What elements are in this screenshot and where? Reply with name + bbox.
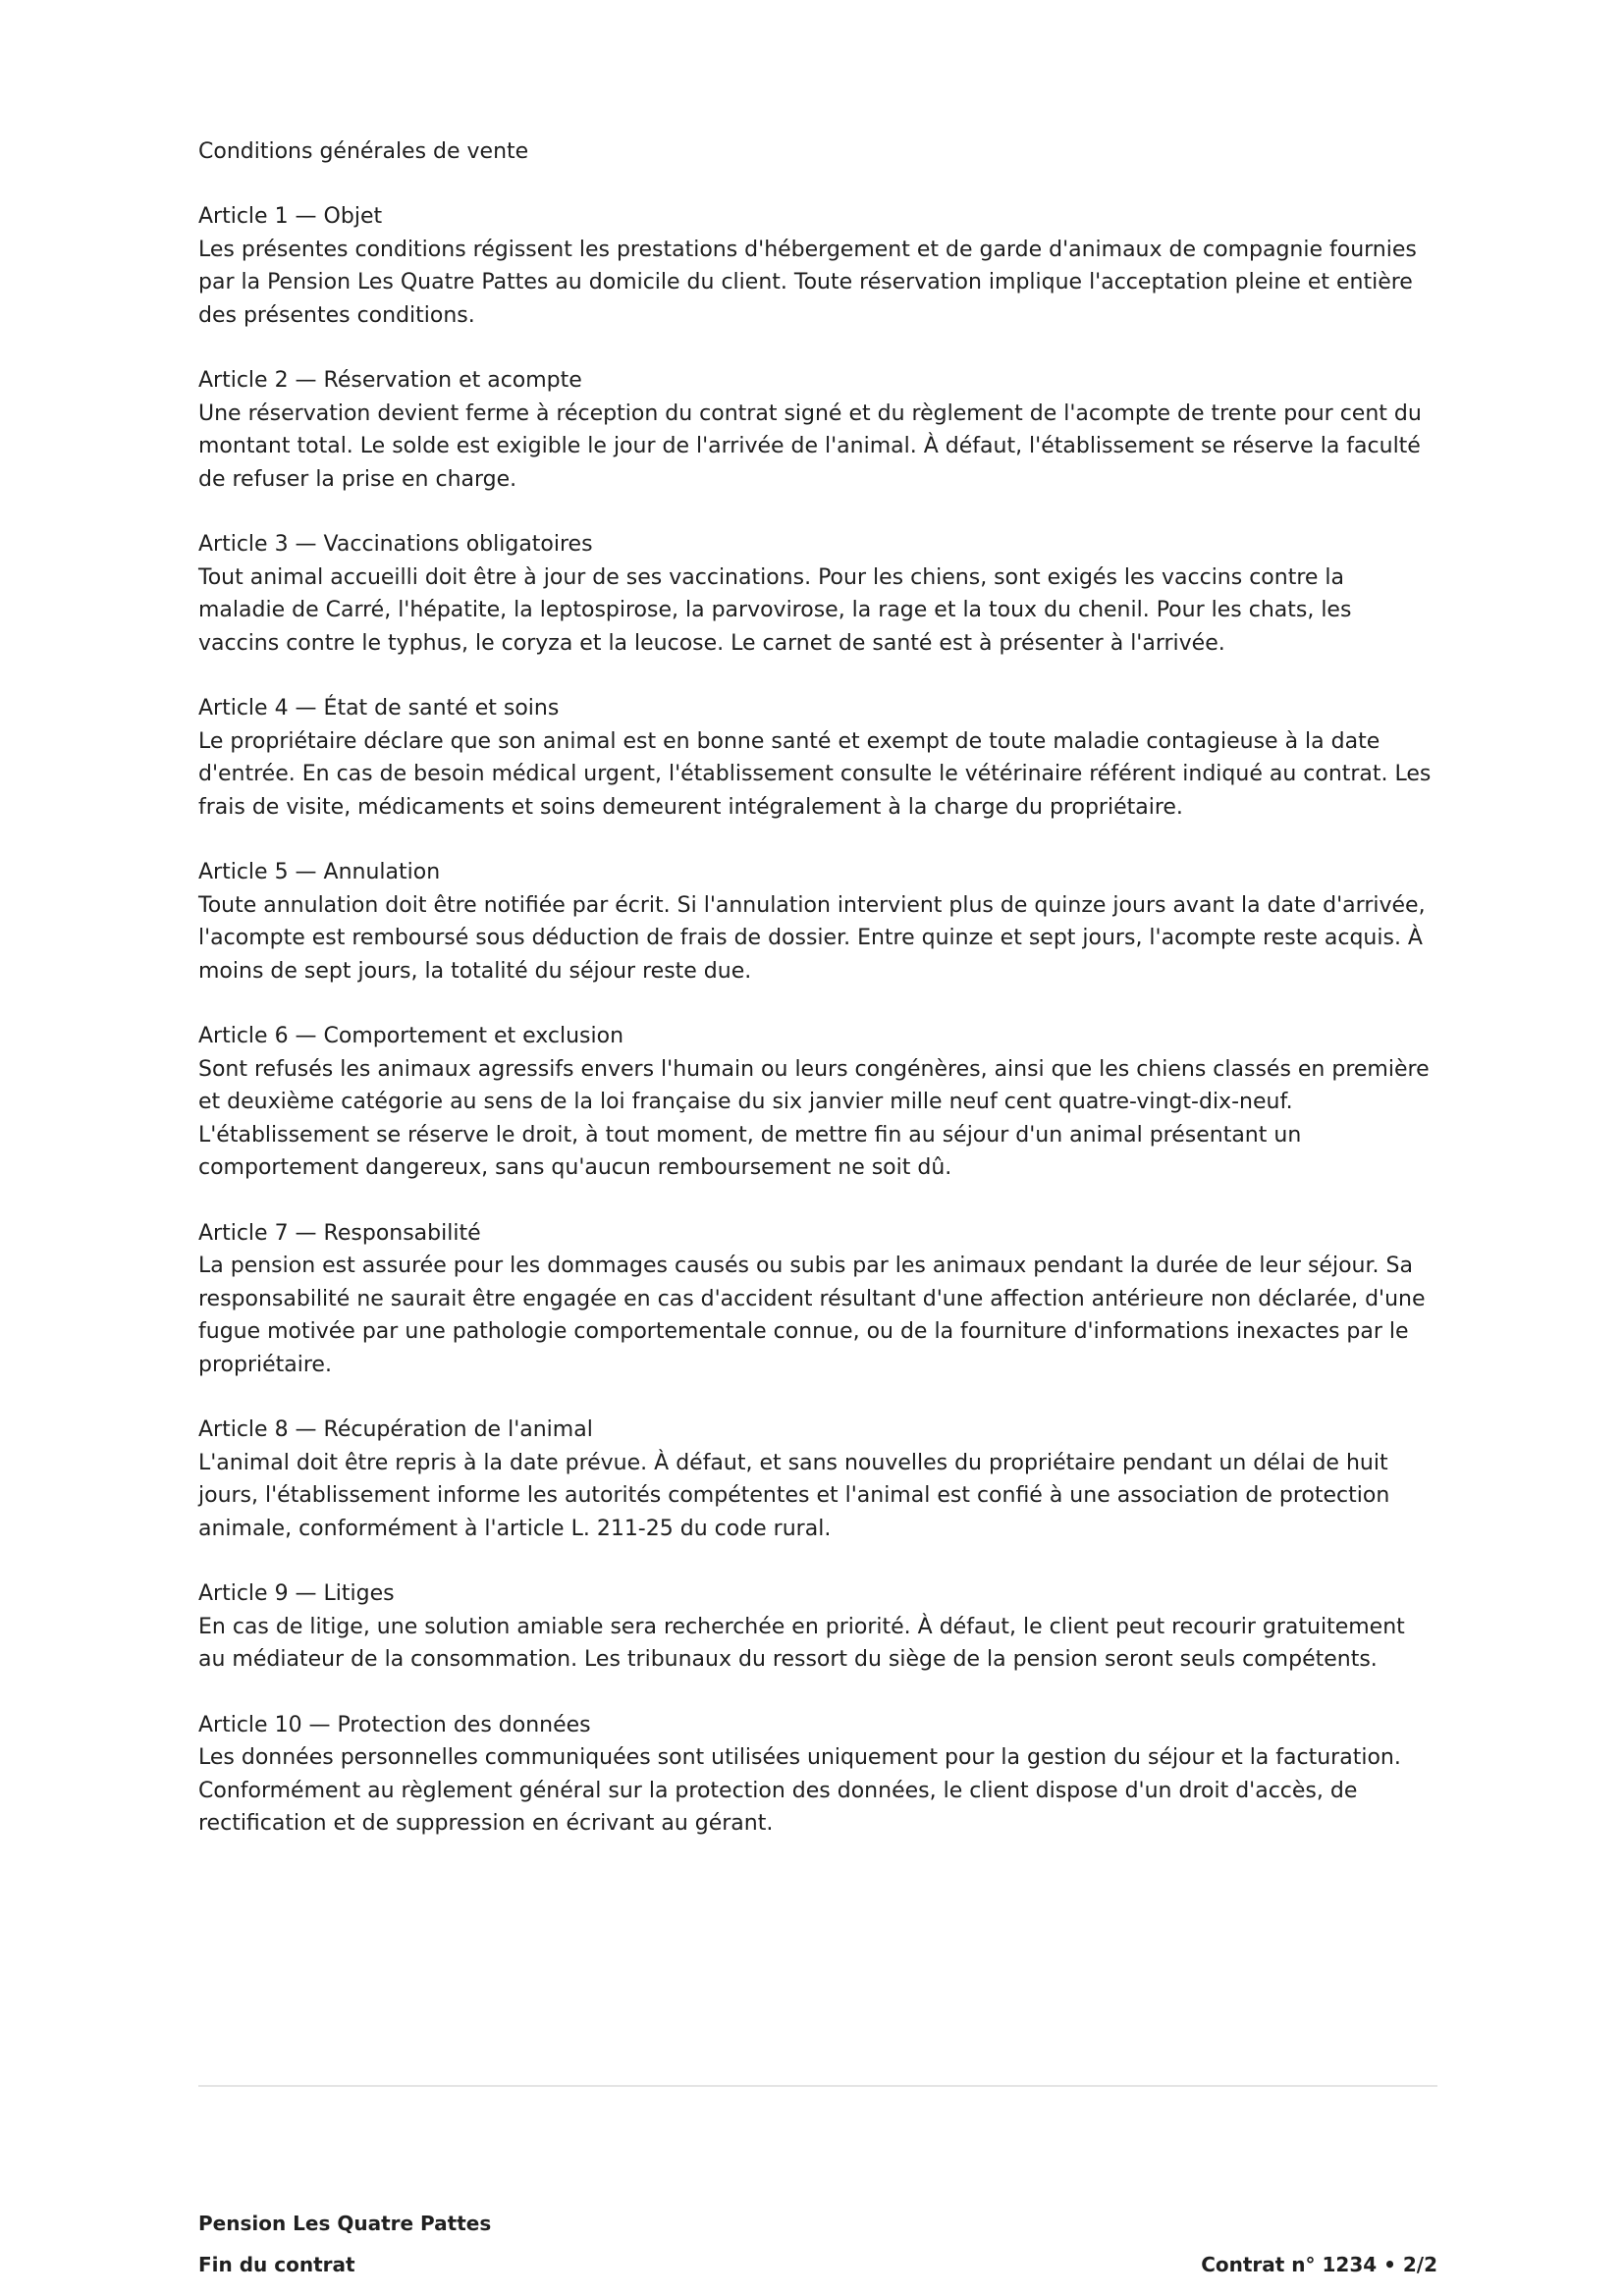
article-7 — [198, 1217, 1437, 1382]
article-9 — [198, 1577, 1437, 1677]
article-body: En cas de litige, une solution amiable sera recherchée en priorité. À défaut, le client peut recourir gratuitement au médiateur de la consommation. Les tribunaux du ressort du siège de la pension seront seuls compétents. — [198, 1614, 1405, 1672]
article-3 — [198, 528, 1437, 660]
article-heading: Article 10 — Protection des données — [198, 1712, 591, 1737]
article-body: Les données personnelles communiquées sont utilisées uniquement pour la gestion du séjour et la facturation. Conformément au règlement général sur la protection des données, le client dispose d'un droit d'accès, de rectification et de suppression en écrivant au gérant. — [198, 1745, 1401, 1836]
article-2 — [198, 364, 1437, 496]
footer-end-label: Fin du contrat — [198, 2253, 355, 2276]
article-body: La pension est assurée pour les dommages causés ou subis par les animaux pendant la durée de leur séjour. Sa responsabilité ne saurait être engagée en cas d'accident résultant d'une affection antérieure non déclarée, d'une fugue motivée par une pathologie comportementale connue, ou de la fourniture d'informations inexactes par le propriétaire. — [198, 1254, 1426, 1377]
article-heading: Article 4 — État de santé et soins — [198, 696, 560, 721]
article-10 — [198, 1709, 1437, 1841]
footer-contract-reference: Contrat n° 1234 • 2/2 — [1201, 2253, 1437, 2276]
article-body: Le propriétaire déclare que son animal est en bonne santé et exempt de toute maladie contagieuse à la date d'entrée. En cas de besoin médical urgent, l'établissement consulte le vétérinaire référent indiqué au contrat. Les frais de visite, médicaments et soins demeurent intégralement à la charge du propriétaire. — [198, 728, 1432, 820]
article-4 — [198, 692, 1437, 824]
article-heading: Article 2 — Réservation et acompte — [198, 368, 582, 393]
footer-company-name: Pension Les Quatre Pattes — [198, 2212, 492, 2235]
article-body: Une réservation devient ferme à réception du contrat signé et du règlement de l'acompte de trente pour cent du montant total. Le solde est exigible le jour de l'arrivée de l'animal. À défaut, l'établissement se réserve la faculté de refuser la prise en charge. — [198, 400, 1422, 492]
footer-divider — [198, 2085, 1437, 2087]
article-8 — [198, 1414, 1437, 1545]
article-body: L'animal doit être repris à la date prévue. À défaut, et sans nouvelles du propriétaire pendant un délai de huit jours, l'établissement informe les autorités compétentes et l'animal est confié à une association de protection animale, conformément à l'article L. 211-25 du code rural. — [198, 1450, 1390, 1541]
article-body: Toute annulation doit être notifiée par écrit. Si l'annulation intervient plus de quinze jours avant la date d'arrivée, l'acompte est remboursé sous déduction de frais de dossier. Entre quinze et sept jours, l'acompte reste acquis. À moins de sept jours, la totalité du séjour reste due. — [198, 892, 1426, 984]
article-5 — [198, 856, 1437, 988]
article-body: Sont refusés les animaux agressifs envers l'humain ou leurs congénères, ainsi que les chiens classés en première et deuxième catégorie au sens de la loi française du six janvier mille neuf cent quatre-vingt-dix-neuf. L'établissement se réserve le droit, à tout moment, de mettre fin au séjour d'un animal présentant un comportement dangereux, sans qu'aucun remboursement ne soit dû. — [198, 1056, 1430, 1180]
document-content — [198, 135, 1437, 1873]
article-heading: Article 1 — Objet — [198, 204, 383, 229]
article-heading: Article 3 — Vaccinations obligatoires — [198, 532, 593, 557]
article-heading: Article 8 — Récupération de l'animal — [198, 1417, 593, 1442]
article-body: Tout animal accueilli doit être à jour de ses vaccinations. Pour les chiens, sont exigés les vaccins contre la maladie de Carré, l'hépatite, la leptospirose, la parvovirose, la rage et la toux du chenil. Pour les chats, les vaccins contre le typhus, le coryza et la leucose. Le carnet de santé est à présenter à l'arrivée. — [198, 564, 1352, 656]
article-1 — [198, 200, 1437, 332]
article-heading: Article 9 — Litiges — [198, 1581, 395, 1606]
article-heading: Article 5 — Annulation — [198, 860, 441, 884]
document-title: Conditions générales de vente — [198, 139, 529, 164]
article-6 — [198, 1020, 1437, 1185]
article-body: Les présentes conditions régissent les prestations d'hébergement et de garde d'animaux de compagnie fournies par la Pension Les Quatre Pattes au domicile du client. Toute réservation implique l'acceptation pleine et entière des présentes conditions. — [198, 237, 1417, 328]
article-heading: Article 7 — Responsabilité — [198, 1220, 481, 1246]
article-heading: Article 6 — Comportement et exclusion — [198, 1024, 624, 1048]
